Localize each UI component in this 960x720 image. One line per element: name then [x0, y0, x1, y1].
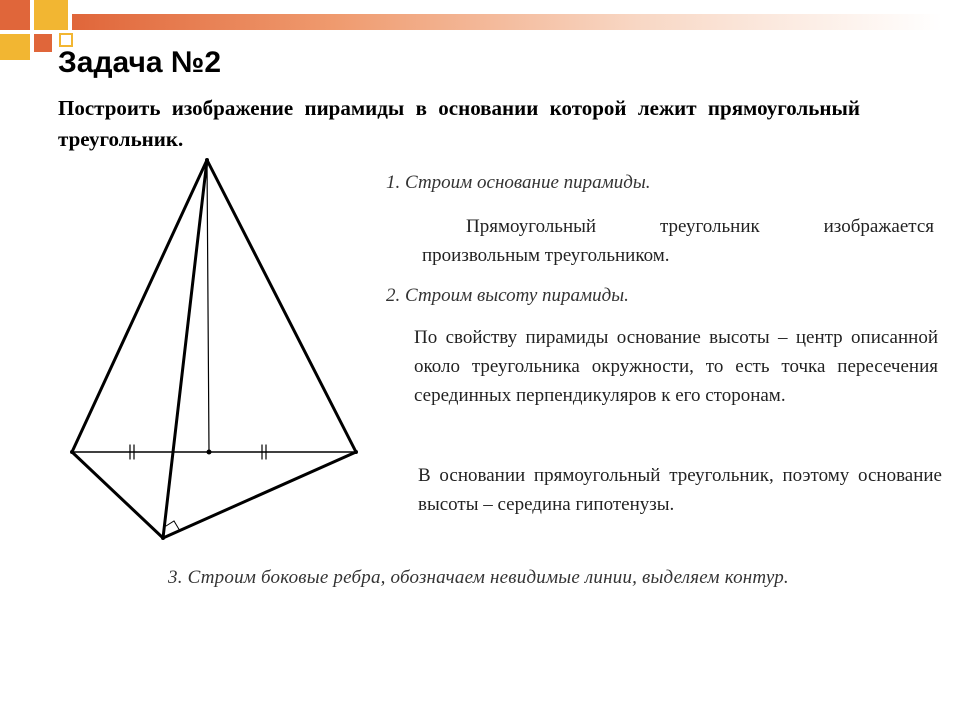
vertex-dot — [205, 158, 209, 162]
right-angle-mark — [166, 521, 180, 531]
vertex-dot — [354, 450, 358, 454]
pyramid-height — [207, 160, 209, 452]
lateral-edge-left — [72, 160, 207, 452]
vertex-dot — [161, 536, 165, 540]
paragraph-2: По свойству пирамиды основание высоты – центр описанной около треугольника окружности, то есть точка пересечения серединных перпендикуляров к его сторонам. — [414, 327, 938, 406]
step-2: 2. Строим высоту пирамиды. — [386, 285, 629, 306]
step-1: 1. Строим основание пирамиды. — [386, 172, 651, 193]
paragraph-3: В основании прямоугольный треугольник, поэтому основание высоты – середина гипотенузы. — [418, 465, 942, 515]
base-edge-right — [163, 452, 356, 538]
vertex-dot — [70, 450, 74, 454]
task-statement: Построить изображение пирамиды в основании которой лежит прямоугольный треугольник. — [58, 96, 860, 151]
base-edge-left — [72, 452, 163, 538]
paragraph-1: Прямоугольный треугольник изображается произвольным треугольником. — [422, 216, 934, 266]
page-title: Задача №2 — [58, 46, 222, 79]
lateral-edge-front — [163, 160, 207, 538]
lateral-edge-right — [207, 160, 356, 452]
step-3: 3. Строим боковые ребра, обозначаем невидимые линии, выделяем контур. — [168, 567, 789, 588]
height-foot-point — [207, 450, 212, 455]
